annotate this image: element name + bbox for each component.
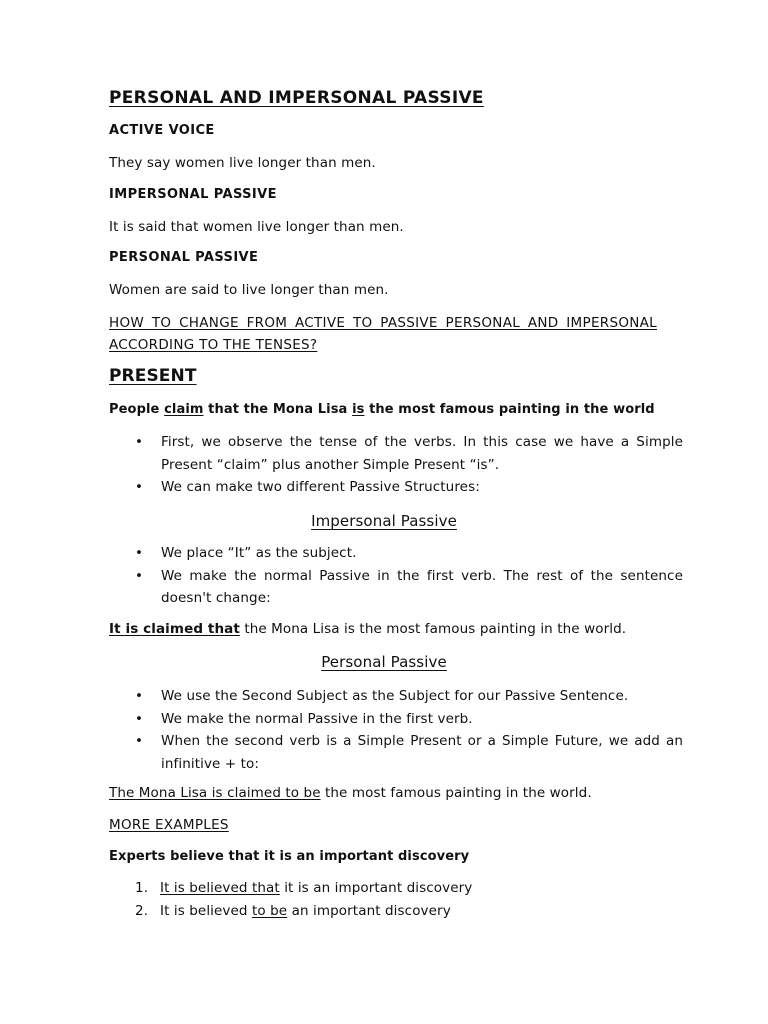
item-rest: an important discovery [287,902,451,919]
personal-result-underlined: The Mona Lisa is claimed to be [109,785,321,801]
more-examples-list [135,877,472,922]
example-verb-is: is [352,402,365,417]
more-examples-sentence: Experts believe that it is an important discovery [109,849,470,864]
list-item: • First, we observe the tense of the verbs. In this case we have a Simple Present “claim” plus another Simple Present “is”. [161,431,683,476]
present-heading: PRESENT [109,366,197,386]
personal-result-rest: the most famous painting in the world. [320,785,592,801]
item-number: 2. [135,902,149,919]
impersonal-passive-heading: Impersonal Passive [311,512,457,530]
impersonal-passive-sentence: It is said that women live longer than men. [109,219,404,235]
impersonal-result-rest: the Mona Lisa is the most famous painting in the world. [239,621,627,637]
item-underlined: to be [251,902,288,919]
example-part-2: that the Mona Lisa [203,402,353,417]
present-steps-list [135,431,683,499]
example-part-1: People [109,402,165,417]
tenses-question: HOW TO CHANGE FROM ACTIVE TO PASSIVE PERSONAL AND IMPERSONAL ACCORDING TO THE TENSES? [109,315,657,353]
list-item: • We make the normal Passive in the first verb. The rest of the sentence doesn't change: [161,565,683,610]
impersonal-passive-label: IMPERSONAL PASSIVE [109,187,277,202]
personal-passive-label: PERSONAL PASSIVE [109,250,259,265]
personal-passive-heading: Personal Passive [321,653,447,671]
personal-result-sentence [109,783,592,803]
list-item: • We place “It” as the subject. [161,542,683,565]
list-item: • We can make two different Passive Structures: [161,476,683,499]
example-verb-claim: claim [164,402,204,417]
personal-passive-sentence: Women are said to live longer than men. [109,282,389,298]
item-pre: It is believed [160,902,252,919]
item-rest: it is an important discovery [279,880,473,896]
list-item [135,877,472,900]
impersonal-result-bold: It is claimed that [109,621,240,637]
example-part-3: the most famous painting in the world [364,402,655,417]
list-item: • We make the normal Passive in the first verb. [161,708,683,731]
list-item [135,900,472,923]
list-item: • We use the Second Subject as the Subject for our Passive Sentence. [161,685,683,708]
more-examples-label: MORE EXAMPLES [109,817,229,833]
item-underlined: It is believed that [160,880,280,896]
active-voice-sentence: They say women live longer than men. [109,155,376,171]
impersonal-steps-list [135,542,683,610]
personal-steps-list [135,685,683,775]
item-number: 1. [135,880,149,896]
list-item: • When the second verb is a Simple Present or a Simple Future, we add an infinitive + to: [161,730,683,775]
impersonal-result-sentence [109,619,626,639]
present-example-sentence [109,400,655,420]
active-voice-label: ACTIVE VOICE [109,123,215,138]
page-title: PERSONAL AND IMPERSONAL PASSIVE [109,88,484,108]
